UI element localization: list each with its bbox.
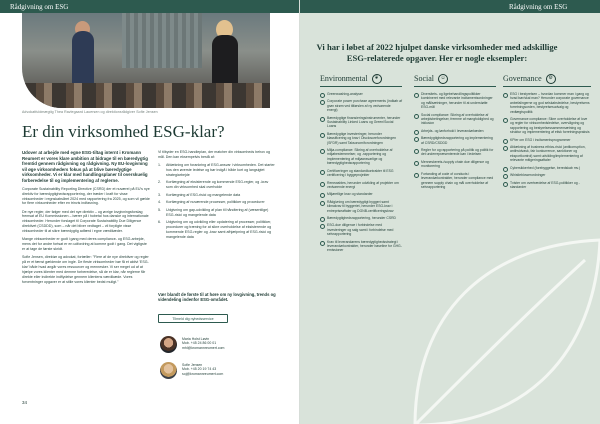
- pillar-social: [414, 72, 448, 85]
- body-paragraph: Sofie Jensen, direktør og advokat, fortæller: "Flere af de nye direktiver og regler på er et fænst gældende om ingle. De fleste virksomheder bør få et aktivt 'ESG-klar' både hvad angår vores ressourcer og mennesker. Vi ser meget ud af at hjælpe vores klienter med demme forberedelse, så de er klar, når reglerne får direkte eller indirekte indflydelse gennem klientens værdikæde. Vores forventninger opgaver er at stille vores klienter bedst muligt.": [22, 255, 149, 284]
- divider: [414, 86, 496, 87]
- environmental-list: [320, 92, 402, 256]
- list-item: Menneskerets-/supply chain due diligence og monitorering: [414, 160, 496, 169]
- decorative-leaf-icon: [395, 225, 600, 424]
- avatar: [160, 336, 177, 353]
- contact-name: Sofie Jensen: [182, 363, 203, 367]
- avatar: [160, 362, 177, 379]
- running-head-right: Rådgivning om ESG: [509, 3, 568, 11]
- pillar-label: Governance: [503, 74, 542, 83]
- list-item: Diversitets- og ligebehandlingspolitikker kombineret med relevante incitamentsordninger og mållsætninger, herunder til at understøtte ESG-mål: [414, 92, 496, 110]
- list-item: 5. Udgivning om gap-udvikling af plan til håndtering af (væsentlige) ESG-risici og mangelende data: [158, 207, 269, 217]
- list-item: 1. Afdækning om forankring af ESG-ansvar i virksomheden. Det starter hos den øverste ledelse og bør indgå i både kort og langsigtet strategiarbejde: [158, 163, 275, 177]
- body-paragraph: Mange virksomheder er godt i gang med deres compliance- og ESG-arbejde, mens det for andre fortsat er en udfordring at komme godt i gang. Det vigtigste er at tage de første skridt.: [22, 237, 147, 252]
- examples-heading: Vi har i løbet af 2022 hjulpet danske virksomheder med adskillige ESG-relaterede opgaver. Her er nogle eksempler:: [316, 42, 558, 63]
- list-intro: Vi tilbyder en ESG-handleplan, der matcher din virksomheds behov og mål. Den kan eksempelvis bestå af:: [158, 150, 271, 159]
- list-item: Corporate power purchase agreements (indkøb af grøn strøm ved tilførslen af ny vedvarende energi): [320, 99, 402, 112]
- leaf-icon: ❦: [372, 74, 382, 84]
- pillar-environmental: [320, 72, 382, 85]
- governance-list: [503, 92, 591, 192]
- pillar-label: Social: [414, 74, 434, 83]
- list-item: 3. Kortlægning af ESG-risici og mangelende data: [158, 192, 241, 197]
- list-item: Bæredygtige investeringer, herunder klassificering og krav i Disclosureforordningen (SFDR) samt Taksonomiforordningen: [320, 132, 402, 145]
- list-item: Whistleblowerordninger: [503, 173, 591, 177]
- list-item: Arbejds- og lønforhold i leverandørkæden: [414, 129, 496, 133]
- list-item: Cybersikkerhed (forebyggelse, beredskab mv.): [503, 166, 591, 170]
- article-column-1: [22, 150, 150, 288]
- list-item: Afdækning af business ethics-risici (antikorruption, antihvidvask, fair konkurrence, sanktioner og eksportkontrol) samt udvikling/implementering af relevante mitigeringsaftaler: [503, 145, 591, 163]
- contact-card: [182, 363, 223, 376]
- contact-name: Maria Holst Løvin: [182, 337, 210, 341]
- list-item: Krav til leverandørens bæredygtighedsstrategi i leverandørkontrakter, herunder baseline for GHG-emissioner: [320, 240, 402, 253]
- list-item: KPIer om ESG i incitamentsprogrammer: [503, 138, 591, 142]
- gear-icon: ⚙: [546, 74, 556, 84]
- list-item: Bæredygtighedsrapportering og implementering af CSRD/CSDDD: [414, 136, 496, 145]
- lead-paragraph: Udover at arbejde med egne ESG-tiltag internt i Kromann Reumert er vores klare ambition at bidrage til en bæredygtig fremtid gennem rådgivning og rådgivning. Ny EU-lovgivning vil øge virksomheders fokus på at blive bæredygtige virksomheder. Vi er klar med handlingsplaner til overskuelig forberedelse til og implementering af reglerne.: [22, 150, 148, 183]
- list-item: Governance compliance: Sikre overholdelse af love og regler for virksomhedsledelse, overvågning og rapportering og bestyrelsessammensætning og struktur og implementering af etisk forretningspraksis: [503, 117, 591, 135]
- list-item: Certificeringer og standardkontrakter til ESG certificering i byggeprojekter: [320, 169, 402, 178]
- photo-caption: Advokatfuldmægtig Thea Ravlegaard Lauersen og direktionsrådgiver Sofie Jensen: [22, 110, 158, 114]
- list-item: Renewables, herunder udvikling af projekter om vedvarende energi: [320, 181, 402, 190]
- hero-photo: [22, 13, 270, 108]
- list-item: ESG i bestyrelsen – hvordan kommer man i gang og hvad bør/skal man? Herunder corporate governance anbefalingerne og god selskabsledelse, bestyrelsens forretningsorden, bestyrelsesudvalg og vedtægtspolitik: [503, 92, 591, 114]
- action-plan-list: [158, 163, 276, 240]
- contact-email[interactable]: mhl@kromannreumert.com: [182, 345, 225, 350]
- list-item: Bæredygtige finansieringsinstrumenter, herunder Sustainability Linked Loans og Green/Social Loans: [320, 116, 402, 129]
- newsletter-cta-text: Vær blandt de første til at høre om ny lovgivning, trends og videndeling indenfor ESG-området.: [158, 292, 276, 303]
- contact-phone: Mob. +45 24 86 00 01: [182, 341, 217, 346]
- page-title: Er din virksomhed ESG-klar?: [22, 122, 225, 141]
- contact-card: [182, 337, 224, 350]
- list-item: ESG-due diligence i forbindelse med investeringer og salg samt i forbindelse med selvrapportering: [320, 223, 402, 236]
- list-item: Social compliance: Sikring af overholdelse af arbejdsbetingelser, fremme af mangfoldighed og inklusion: [414, 113, 496, 126]
- list-item: 4. Kortlægning af nuværende processer, politikker og procedurer: [158, 200, 265, 205]
- article-column-2: [158, 150, 276, 242]
- list-item: 6. Udgivning om og udvikling eller opdatering af processer, politikker, procedurer og træning for at sikre overholdelse af eksisterende og kommende ESG-regler og -krav samt afhjælpning af ESG-risici og mangelende data: [158, 220, 272, 239]
- page-number: 34: [22, 400, 28, 405]
- body-paragraph: De nye regler, der følger med det nye direktiv – og øvrige lovgivningsforslag fremsat af EU Kommissionen – bærer på i hobetal hos danske og internationale virksomheder. Herunder forslaget til Corporate Sustainability Due Diligence direktivet (CSDDD), som – når det bliver vedtaget – vil forpligte visse virksomheder til at sikre bæredygtig adfærd i egne værdikæder.: [22, 209, 149, 234]
- list-item: Miljø-compliance: Sikring af overholdelse af miljøbestemmelser, og -rapportering og implementering af miljøansvarlige og bæredygtighedsrapportering: [320, 148, 402, 166]
- list-item: Bæredygtighedsrapportering, herunder CSRD: [320, 216, 402, 220]
- divider: [320, 86, 402, 87]
- social-list: [414, 92, 496, 192]
- people-icon: ☺: [438, 74, 448, 84]
- list-item: 2. Kortlægning af eksisterende og kommende ESG-regler, og -krav som din virksomhed skal overholde: [158, 180, 269, 190]
- list-item: Fortanding af code of conducts i leverandørkontrakter, herunder compliance med gennem supply chain og mål overholdelse af selvrapportering: [414, 172, 496, 190]
- pillar-label: Environmental: [320, 74, 368, 83]
- pillar-governance: [503, 72, 556, 85]
- newsletter-signup-button[interactable]: Tilmeld dig nyhedsservice: [158, 314, 228, 323]
- list-item: Regler for og rapportering på politik og politik for det underrepræsenterede køn i ledelsen: [414, 148, 496, 157]
- list-item: Miljøretlige krav og standarder: [320, 192, 402, 196]
- body-paragraph: Corporate Sustainability Reporting Directive (CSRD) der et nuværel på EU's nye direktiv for bæredygtighedsrapportering, der træder i kraft for visse virksomheder i regnskabsåret 2024 med rapportering fra 2025, og som vil gælde for flere virksomheder efter en trinvis indfasning.: [22, 186, 150, 206]
- list-item: Rådgivning om bæredygtigt byggeri samt klimakrav til byggeriet, herunder ESG-krav i entrepriseaftaler og DGNB-certificeringskrav: [320, 200, 402, 213]
- contact-email[interactable]: soj@kromannreumert.com: [182, 371, 224, 376]
- divider: [503, 86, 591, 87]
- list-item: Tvister om overtrædelse af ESG-politikker og -standarder: [503, 181, 591, 190]
- running-head-left: Rådgivning om ESG: [10, 3, 69, 11]
- contact-phone: Mob. +45 20 19 74 43: [182, 367, 217, 372]
- list-item: Greenwashing-analyser: [320, 92, 402, 96]
